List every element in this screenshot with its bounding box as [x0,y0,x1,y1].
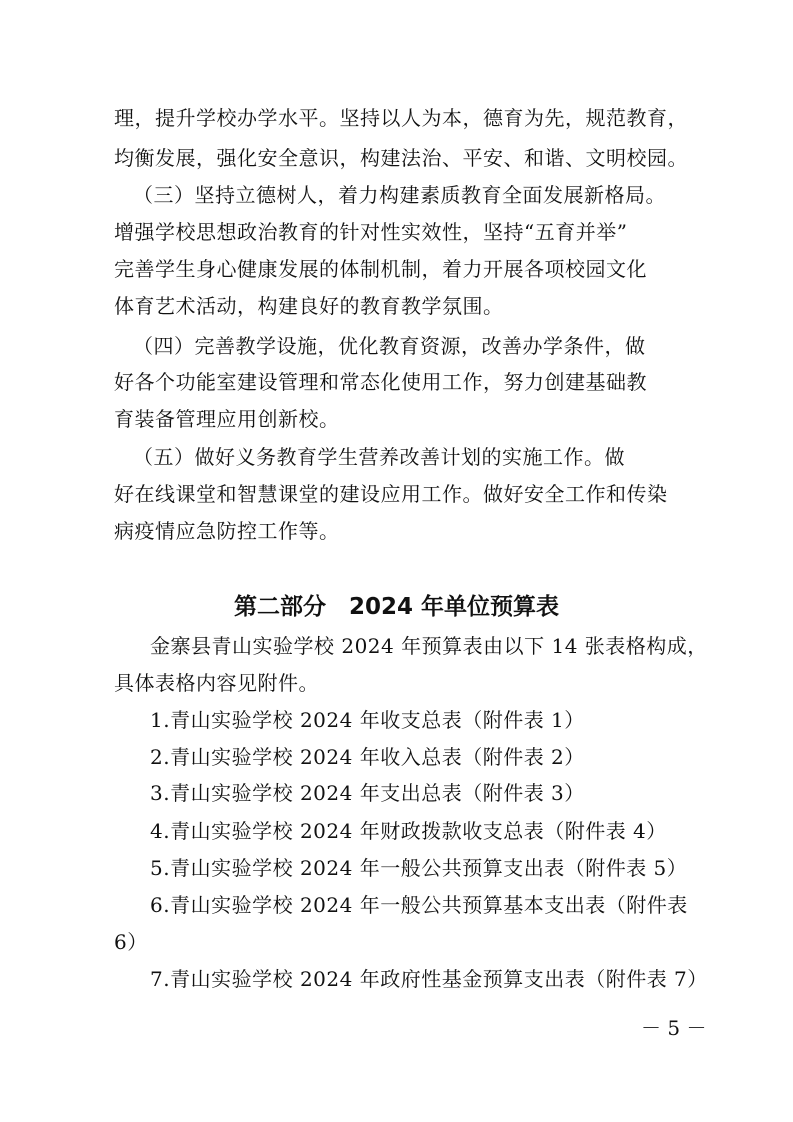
paragraph-line: 好在线课堂和智慧课堂的建设应用工作。做好安全工作和传染 [114,482,668,506]
paragraph-line: 完善学生身心健康发展的体制机制，着力开展各项校园文化 [114,257,647,281]
paragraph-line: （五）做好义务教育学生营养改善计划的实施工作。做 [133,445,625,469]
page-number: － 5 － [641,1016,707,1040]
list-item: 2.青山实验学校 2024 年收入总表（附件表 2） [150,745,585,769]
paragraph-line: （四）完善教学设施，优化教育资源，改善办学条件，做 [133,334,646,358]
list-item: 4.青山实验学校 2024 年财政拨款收支总表（附件表 4） [150,819,667,843]
paragraph-line: 增强学校思想政治教育的针对性实效性，坚持“五育并举” [114,220,628,244]
list-item: 6.青山实验学校 2024 年一般公共预算基本支出表（附件表 [150,893,688,917]
intro-line: 具体表格内容见附件。 [114,671,319,695]
list-item: 1.青山实验学校 2024 年收支总表（附件表 1） [150,708,585,732]
section-heading: 第二部分 2024 年单位预算表 [233,594,560,620]
paragraph-line: 理，提升学校办学水平。坚持以人为本，德育为先，规范教育， [114,106,688,130]
list-item: 7.青山实验学校 2024 年政府性基金预算支出表（附件表 7） [150,967,708,991]
paragraph-line: 育装备管理应用创新校。 [114,407,340,431]
list-item-continuation: 6） [114,930,148,954]
paragraph-line: （三）坚持立德树人，着力构建素质教育全面发展新格局。 [133,183,666,207]
paragraph-line: 均衡发展，强化安全意识，构建法治、平安、和谐、文明校园。 [114,146,688,170]
paragraph-line: 病疫情应急防控工作等。 [114,519,340,543]
paragraph-line: 体育艺术活动，构建良好的教育教学氛围。 [114,294,504,318]
paragraph-line: 好各个功能室建设管理和常态化使用工作，努力创建基础教 [114,370,647,394]
list-item: 3.青山实验学校 2024 年支出总表（附件表 3） [150,781,585,805]
intro-line: 金寨县青山实验学校 2024 年预算表由以下 14 张表格构成， [150,634,708,658]
list-item: 5.青山实验学校 2024 年一般公共预算支出表（附件表 5） [150,856,688,880]
